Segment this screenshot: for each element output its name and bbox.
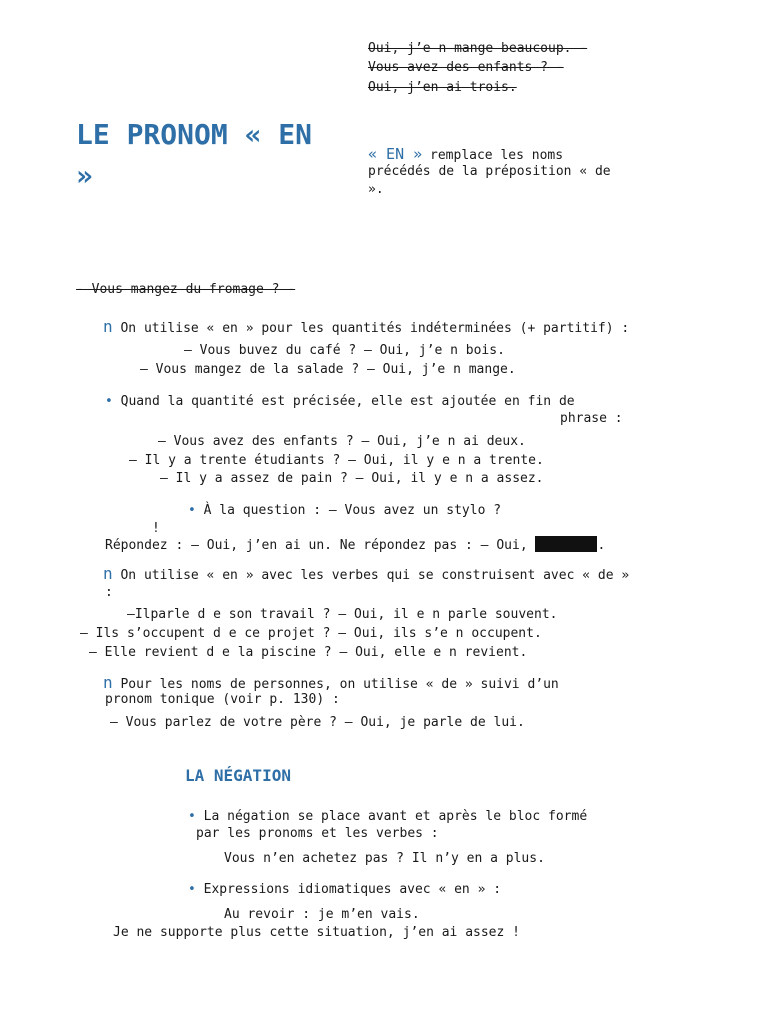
- rule-2-example-3: – Il y a assez de pain ? – Oui, il y e n a assez.: [160, 471, 544, 486]
- definition-line-2: précédés de la préposition « de: [368, 164, 611, 179]
- negation-rule-1-text: La négation se place avant et après le bloc formé: [203, 809, 588, 824]
- rule-4-example-2: – Ils s’occupent d e ce projet ? – Oui, ils s’e n occupent.: [80, 626, 542, 641]
- bullet-marker: •: [188, 503, 196, 518]
- struck-line-2: Vous avez des enfants ? -: [368, 60, 564, 75]
- rule-3-line-2: [105, 536, 605, 555]
- rule-4-example-3: – Elle revient d e la piscine ? – Oui, elle e n revient.: [89, 645, 528, 660]
- rule-2-line-1: [105, 393, 575, 411]
- rule-3-text: À la question : – Vous avez un stylo ?: [203, 503, 502, 518]
- bullet-marker: n: [103, 673, 113, 692]
- definition-line-1: [368, 145, 563, 165]
- bullet-marker: n: [103, 564, 113, 583]
- struck-line-3: Oui, j’en ai trois.: [368, 80, 517, 95]
- negation-rule-2-text: Expressions idiomatiques avec « en » :: [203, 882, 502, 897]
- section-title-negation: LA NÉGATION: [185, 766, 291, 785]
- rule-3-answer: Répondez : – Oui, j’en ai un. Ne répondez pas : – Oui,: [105, 538, 528, 553]
- definition-text: remplace les noms: [422, 148, 564, 163]
- en-keyword: « EN »: [368, 145, 423, 163]
- rule-3-exclamation: !: [152, 521, 160, 536]
- struck-line-1: Oui, j’e n mange beaucoup. -: [368, 41, 588, 56]
- bullet-marker: •: [105, 394, 113, 409]
- rule-2-line-2: phrase :: [560, 411, 623, 426]
- negation-rule-1-line-1: [188, 808, 587, 826]
- rule-2-example-1: – Vous avez des enfants ? – Oui, j’e n ai deux.: [158, 434, 526, 449]
- rule-5-text: Pour les noms de personnes, on utilise « de » suivi d’un: [120, 677, 559, 692]
- negation-rule-2-line-1: [188, 881, 501, 899]
- page-title: LE PRONOM « EN »: [76, 118, 313, 192]
- rule-1-example-1: – Vous buvez du café ? – Oui, j’e n bois.: [184, 343, 505, 358]
- idiom-example-1: Au revoir : je m’en vais.: [224, 907, 420, 922]
- struck-question: - Vous mangez du fromage ? -: [76, 282, 296, 297]
- rule-1-text: On utilise « en » pour les quantités indéterminées (+ partitif) :: [120, 321, 630, 336]
- negation-rule-1-line-2: par les pronoms et les verbes :: [196, 826, 439, 841]
- rule-4-example-1: –Ilparle d e son travail ? – Oui, il e n parle souvent.: [127, 607, 558, 622]
- rule-4-line-1: [103, 565, 629, 585]
- rule-5-line-2: pronom tonique (voir p. 130) :: [105, 692, 340, 707]
- rule-1: [103, 318, 629, 338]
- definition-line-3: ».: [368, 182, 384, 197]
- rule-5-example: – Vous parlez de votre père ? – Oui, je parle de lui.: [110, 715, 525, 730]
- rule-1-example-2: – Vous mangez de la salade ? – Oui, j’e n mange.: [140, 362, 516, 377]
- bullet-marker: •: [188, 882, 196, 897]
- rule-4-line-2: :: [105, 585, 113, 600]
- negation-example: Vous n’en achetez pas ? Il n’y en a plus.: [224, 851, 545, 866]
- redaction-block: [535, 536, 597, 552]
- bullet-marker: n: [103, 317, 113, 336]
- idiom-example-2: Je ne supporte plus cette situation, j’en ai assez !: [113, 925, 520, 940]
- rule-4-text: On utilise « en » avec les verbes qui se construisent avec « de »: [120, 568, 630, 583]
- rule-3-period: .: [597, 538, 606, 553]
- rule-3-line-1: [188, 502, 501, 520]
- rule-2-example-2: – Il y a trente étudiants ? – Oui, il y e n a trente.: [129, 453, 544, 468]
- rule-2-text: Quand la quantité est précisée, elle est ajoutée en fin de: [120, 394, 575, 409]
- bullet-marker: •: [188, 809, 196, 824]
